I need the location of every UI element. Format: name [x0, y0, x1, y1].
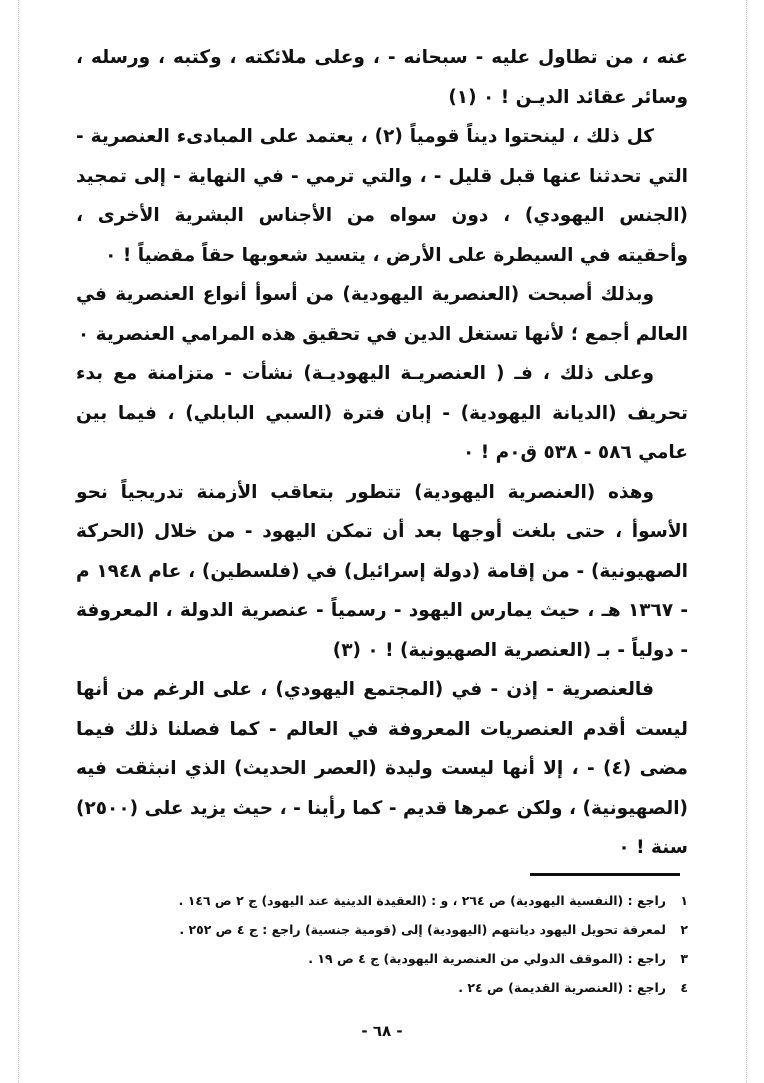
footnotes — [120, 886, 688, 1002]
footnote-number: ٤ — [680, 980, 688, 995]
body-text — [76, 38, 688, 868]
paragraph: وبذلك أصبحت (العنصرية اليهودية) من أسوأ أنواع العنصرية في العالم أجمع ؛ لأنها تستغل الدين في تحقيق هذه المرامي العنصرية ٠ — [76, 284, 688, 345]
footnote-text: راجع : (النفسية اليهودية) ص ٢٦٤ ، و : (العقيدة الدينية عند اليهود) ج ٢ ص ١٤٦ . — [178, 893, 666, 908]
footnote-text: راجع : (العنصرية القديمة) ص ٢٤ . — [458, 980, 666, 995]
paragraph: عنه ، من تطاول عليه - سبحانه - ، وعلى ملائكته ، وكتبه ، ورسله ، وسائر عقائد الديـن ! ٠ (١) — [76, 47, 688, 108]
paragraph: فالعنصرية - إذن - في (المجتمع اليهودي) ، على الرغم من أنها ليست أقدم العنصريات المعروفة في العالم - كما فصلنا ذلك فيما مضى (٤) - ، إلا أنها ليست وليدة (العصر الحديث) الذي انبثقت فيه (الصهيونية) ، ولكن عمرها قديم - كما رأينا - ، حيث يزيد على (٢٥٠٠) سنة ! ٠ — [76, 679, 689, 858]
paragraph: وهذه (العنصرية اليهودية) تتطور بتعاقب الأزمنة تدريجياً نحو الأسوأ ، حتى بلغت أوجها بعد أن تمكن اليهود - من خلال (الحركة الصهيونية) - من إقامة (دولة إسرائيل) في (فلسطين) ، عام ١٩٤٨ م - ١٣٦٧ هـ ، حيث يمارس اليهود - رسمياً - عنصرية الدولة ، المعروفة - دولياً - بـ (العنصرية الصهيونية) ! ٠ (٣) — [76, 481, 688, 661]
right-margin-dots — [746, 0, 748, 1083]
paragraph: وعلى ذلك ، فـ ( العنصريـة اليهوديـة) نشأت - متزامنة مع بدء تحريف (الديانة اليهودية) - إبان فترة (السبي البابلي) ، فيما بين عامي ٥٨٦ - ٥٣٨ ق٠م ! ٠ — [76, 363, 688, 463]
paragraph: كل ذلك ، لينحتوا ديناً قومياً (٢) ، يعتمد على المبادىء العنصرية - التي تحدثنا عنها قبل قليل - ، والتي ترمي - في النهاية - إلى تمجيد (الجنس اليهودي) ، دون سواه من الأجناس البشرية الأخرى ، وأحقيته في السيطرة على الأرض ، يتسيد شعوبها حقاً مقضياً ! ٠ — [76, 126, 688, 266]
footnote-number: ٣ — [680, 951, 688, 966]
footnote-item — [120, 973, 688, 1002]
left-margin-dots — [18, 0, 20, 1083]
page-number: - ٦٨ - — [361, 1022, 403, 1040]
footnote-item — [120, 915, 688, 944]
footnote-separator — [530, 873, 680, 876]
footnote-item — [120, 944, 688, 973]
footnote-item — [120, 886, 688, 915]
footnote-number: ١ — [680, 893, 688, 908]
footnote-text: لمعرفة تحويل اليهود ديانتهم (اليهودية) إلى (قومية جنسية) راجع : ج ٤ ص ٢٥٢ . — [179, 922, 666, 937]
footnote-text: راجع : (الموقف الدولي من العنصرية اليهودية) ج ٤ ص ١٩ . — [308, 951, 666, 966]
footnote-number: ٢ — [680, 922, 688, 937]
